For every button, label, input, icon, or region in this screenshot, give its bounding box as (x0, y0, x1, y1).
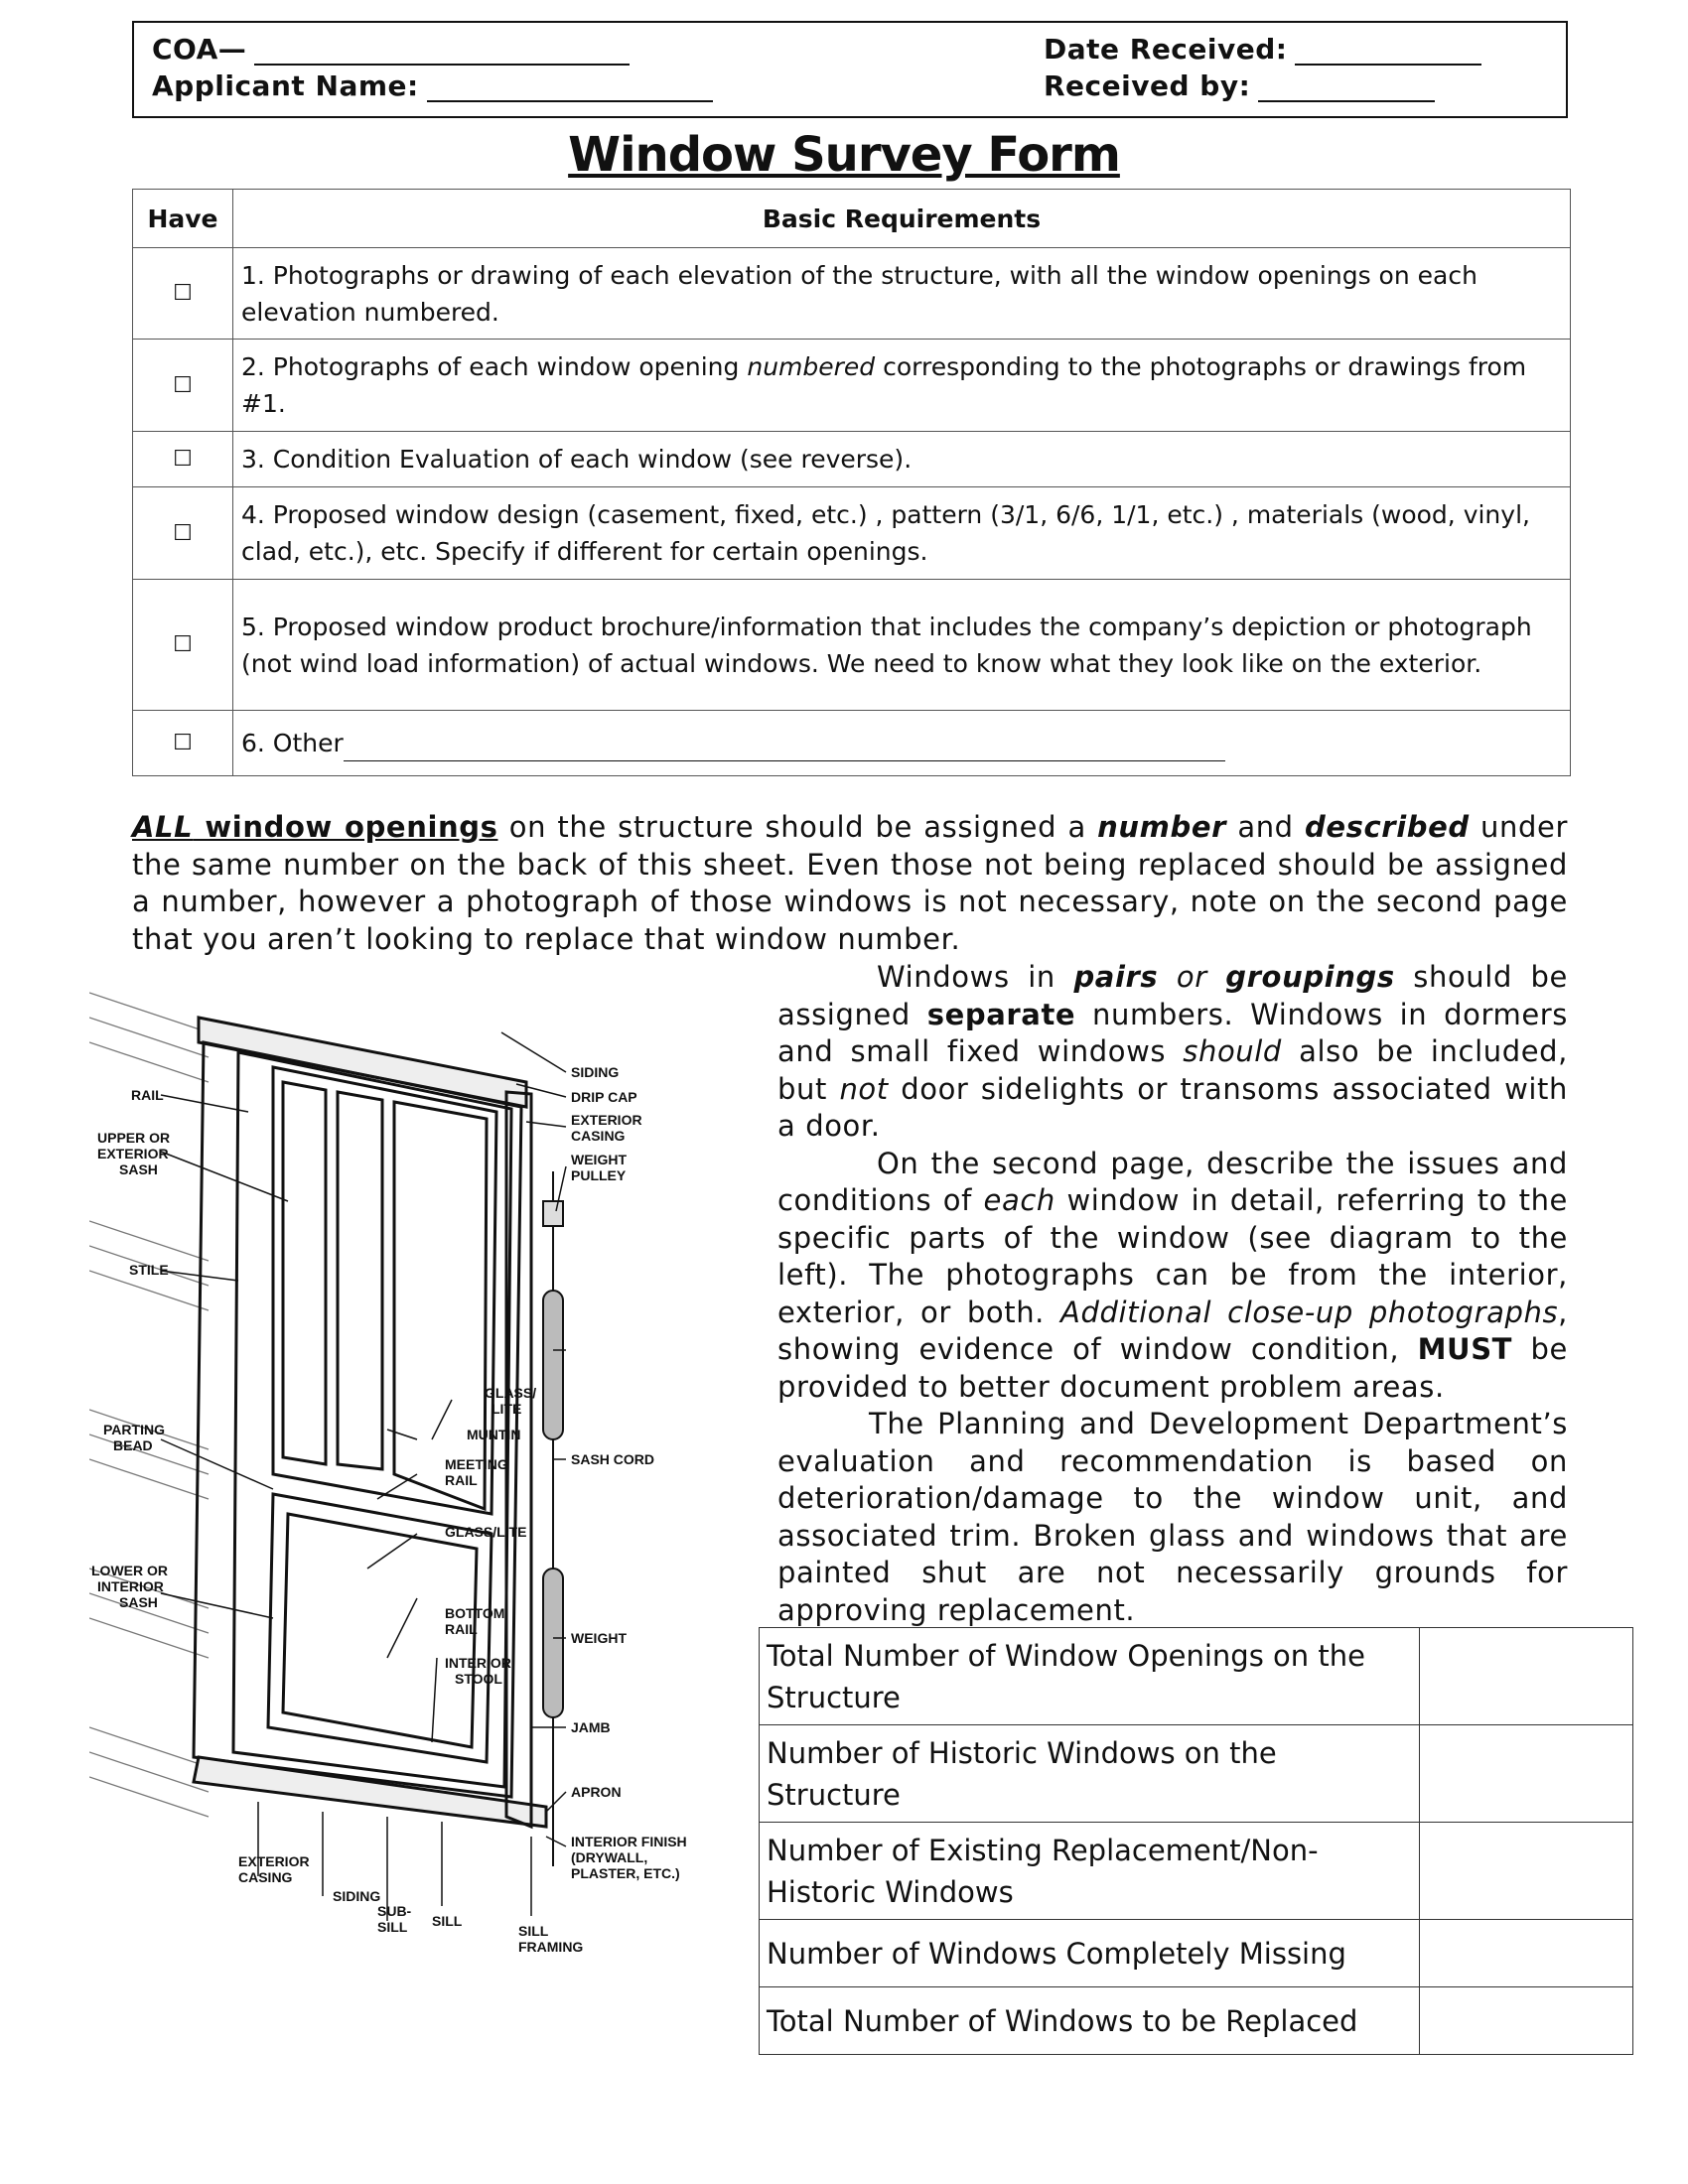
date-received-field (1044, 33, 1481, 66)
number-emphasis: number (1097, 810, 1226, 844)
label-jamb: JAMB (571, 1719, 611, 1735)
table-row (760, 1725, 1633, 1823)
replacement-windows-label: Number of Existing Replacement/Non-Historic Windows (760, 1823, 1420, 1920)
label-upper-sash-2: EXTERIOR (97, 1146, 169, 1161)
coa-field (152, 33, 630, 66)
requirement-item-3: 3. Condition Evaluation of each window (see reverse). (233, 432, 1571, 487)
paragraph3-text-4: be provided to better document problem areas. (777, 1332, 1568, 1404)
paragraph2-text-2: should be assigned (777, 960, 1568, 1031)
label-ext-casing-b2: CASING (238, 1869, 293, 1885)
replacement-windows-input[interactable] (1420, 1823, 1633, 1920)
label-glass-lite-1: GLASS/ (485, 1385, 537, 1401)
windows-to-replace-input[interactable] (1420, 1987, 1633, 2055)
paragraph3-text-2: window in detail, referring to the specific parts of the window (see diagram to the left). The photographs can be from the interior, exterior, or both. (777, 1183, 1569, 1329)
label-lower-sash-3: SASH (119, 1594, 158, 1610)
additional-photos-emphasis: Additional close-up photographs (1060, 1295, 1559, 1329)
label-sill-framing-2: FRAMING (518, 1939, 584, 1955)
not-emphasis: not (839, 1071, 889, 1106)
label-sash-cord: SASH CORD (571, 1451, 655, 1467)
described-emphasis: described (1305, 810, 1470, 844)
requirement-item-2 (233, 340, 1571, 432)
each-emphasis: each (983, 1183, 1055, 1217)
weight-and-cord (543, 1171, 563, 1866)
applicant-name-field (152, 69, 713, 102)
table-row (133, 248, 1571, 340)
window-openings-emphasis: window openings (193, 810, 498, 844)
label-sill: SILL (432, 1913, 463, 1929)
checkbox-item-6[interactable]: ☐ (133, 711, 233, 776)
requirement-item-5: 5. Proposed window product brochure/information that includes the company’s depiction or photograph (not wind load information) of actual windows. We need to know what they look like on the exterior. (233, 580, 1571, 711)
requirement-item-6 (233, 711, 1571, 776)
requirement-item-6-label: 6. Other (241, 729, 344, 757)
checkbox-item-3[interactable]: ☐ (133, 432, 233, 487)
label-upper-sash-1: UPPER OR (97, 1130, 171, 1146)
label-int-finish-3: PLASTER, ETC.) (571, 1865, 680, 1881)
label-drip-cap: DRIP CAP (571, 1089, 637, 1105)
paragraph2-text-3: numbers. Windows in dormers and small fixed windows (777, 997, 1568, 1068)
coa-input-line[interactable] (254, 38, 630, 66)
or-emphasis: or (1158, 960, 1226, 994)
label-lower-sash-2: INTERIOR (97, 1578, 164, 1594)
label-lower-sash-1: LOWER OR (91, 1563, 168, 1578)
label-siding: SIDING (571, 1064, 620, 1080)
date-received-label: Date Received: (1044, 33, 1288, 66)
table-row (133, 487, 1571, 580)
applicant-name-label: Applicant Name: (152, 69, 419, 102)
date-received-input-line[interactable] (1295, 38, 1481, 66)
label-weight-pulley-2: PULLEY (571, 1167, 627, 1183)
table-row (760, 1987, 1633, 2055)
label-subsill-2: SILL (377, 1919, 408, 1935)
historic-windows-input[interactable] (1420, 1725, 1633, 1823)
coa-label: COA— (152, 33, 247, 66)
label-siding-bottom: SIDING (333, 1888, 381, 1904)
received-by-label: Received by: (1044, 69, 1251, 102)
requirement-item-4: 4. Proposed window design (casement, fixed, etc.) , pattern (3/1, 6/6, 1/1, etc.) , materials (wood, vinyl, clad, etc.), etc. Specify if different for certain openings. (233, 487, 1571, 580)
label-parting-1: PARTING (103, 1422, 165, 1437)
label-apron: APRON (571, 1784, 622, 1800)
table-header-row (133, 190, 1571, 248)
checkbox-item-5[interactable]: ☐ (133, 580, 233, 711)
should-emphasis: should (1183, 1034, 1282, 1068)
requirement-item-2-text-a: 2. Photographs of each window opening (241, 352, 748, 381)
paragraph2-text-1: Windows in (877, 960, 1074, 994)
table-row (760, 1628, 1633, 1725)
siding-hatching (89, 993, 209, 1817)
pairs-emphasis: pairs (1073, 960, 1159, 994)
window-totals-table (759, 1627, 1633, 2055)
paragraph2-text-4: also be included, but (777, 1034, 1568, 1106)
instructions-paragraph-2 (777, 959, 1568, 1146)
paragraph1-text-3: under the same number on the back of this sheet. Even those not being replaced should be assigned a number, however a photograph of those windows is not necessary, note on the second page that you aren’t looking to replace that window number. (132, 810, 1568, 956)
table-row (133, 432, 1571, 487)
label-upper-sash-3: SASH (119, 1161, 158, 1177)
label-parting-2: BEAD (113, 1437, 153, 1453)
label-stile: STILE (129, 1262, 169, 1278)
applicant-name-input-line[interactable] (427, 74, 713, 102)
label-muntin: MUNTIN (467, 1427, 521, 1442)
page-title: Window Survey Form (568, 127, 1120, 183)
label-bottom-rail-2: RAIL (445, 1621, 478, 1637)
label-interior-stool-1: INTERIOR (445, 1655, 511, 1671)
label-interior-stool-2: STOOL (455, 1671, 502, 1687)
instructions-right-column (777, 959, 1568, 1629)
windows-to-replace-label: Total Number of Windows to be Replaced (760, 1987, 1420, 2055)
requirement-item-2-emphasis: numbered (747, 352, 876, 381)
label-ext-casing-2: CASING (571, 1128, 626, 1144)
paragraph1-text-1: on the structure should be assigned a (497, 810, 1098, 844)
label-weight-pulley-1: WEIGHT (571, 1152, 627, 1167)
missing-windows-label: Number of Windows Completely Missing (760, 1920, 1420, 1987)
total-openings-label: Total Number of Window Openings on the Structure (760, 1628, 1420, 1725)
table-row (760, 1920, 1633, 1987)
label-weight: WEIGHT (571, 1630, 627, 1646)
label-meeting-rail-2: RAIL (445, 1472, 478, 1488)
all-emphasis: ALL (132, 810, 194, 844)
paragraph4-text: The Planning and Development Department’s evaluation and recommendation is based on deterioration/damage to the window unit, and associated trim. Broken glass and windows that are painted shut are not necessarily grounds for approving replacement. (777, 1407, 1568, 1627)
window-anatomy-diagram (89, 973, 765, 1985)
label-glass-lite-2: LITE (492, 1401, 522, 1417)
total-openings-input[interactable] (1420, 1628, 1633, 1725)
requirement-item-1: 1. Photographs or drawing of each elevation of the structure, with all the window openings on each elevation numbered. (233, 248, 1571, 340)
label-int-finish-1: INTERIOR FINISH (571, 1834, 687, 1849)
paragraph3-text-3: , showing evidence of window condition, (777, 1295, 1568, 1366)
label-bottom-rail-1: BOTTOM (445, 1605, 505, 1621)
instructions-paragraph-4 (777, 1406, 1568, 1629)
separate-emphasis: separate (926, 997, 1076, 1031)
table-row (760, 1823, 1633, 1920)
historic-windows-label: Number of Historic Windows on the Structure (760, 1725, 1420, 1823)
must-emphasis: MUST (1417, 1332, 1513, 1366)
label-int-finish-2: (DRYWALL, (571, 1849, 648, 1865)
label-sill-framing-1: SILL (518, 1923, 549, 1939)
label-ext-casing-b1: EXTERIOR (238, 1853, 310, 1869)
other-input-line[interactable] (344, 737, 1225, 761)
checkbox-item-4[interactable]: ☐ (133, 487, 233, 580)
paragraph1-text-2: and (1226, 810, 1306, 844)
column-header-basic-requirements: Basic Requirements (233, 190, 1571, 248)
column-header-have: Have (133, 190, 233, 248)
label-glass-lite-lower: GLASS/LITE (445, 1524, 527, 1540)
requirements-table (132, 189, 1571, 776)
table-row (133, 340, 1571, 432)
requirement-item-2-text-b: corresponding to the photographs or drawings from #1. (241, 352, 1527, 418)
label-subsill-1: SUB- (377, 1903, 412, 1919)
paragraph2-text-5: door sidelights or transoms associated with a door. (777, 1071, 1569, 1143)
groupings-emphasis: groupings (1225, 960, 1395, 994)
received-by-field (1044, 69, 1435, 102)
received-by-input-line[interactable] (1258, 74, 1435, 102)
header-box (132, 21, 1568, 118)
diagram-labels (91, 1064, 687, 1955)
paragraph3-text-1: On the second page, describe the issues and conditions of (777, 1146, 1568, 1217)
label-meeting-rail-1: MEETING (445, 1456, 508, 1472)
checkbox-item-2[interactable]: ☐ (133, 340, 233, 432)
table-row (133, 711, 1571, 776)
checkbox-item-1[interactable]: ☐ (133, 248, 233, 340)
missing-windows-input[interactable] (1420, 1920, 1633, 1987)
instructions-paragraph-3 (777, 1146, 1568, 1407)
window-frame (194, 1018, 546, 1827)
label-rail: RAIL (131, 1087, 164, 1103)
instructions-paragraph-1 (132, 809, 1568, 958)
label-ext-casing-1: EXTERIOR (571, 1112, 642, 1128)
table-row (133, 580, 1571, 711)
